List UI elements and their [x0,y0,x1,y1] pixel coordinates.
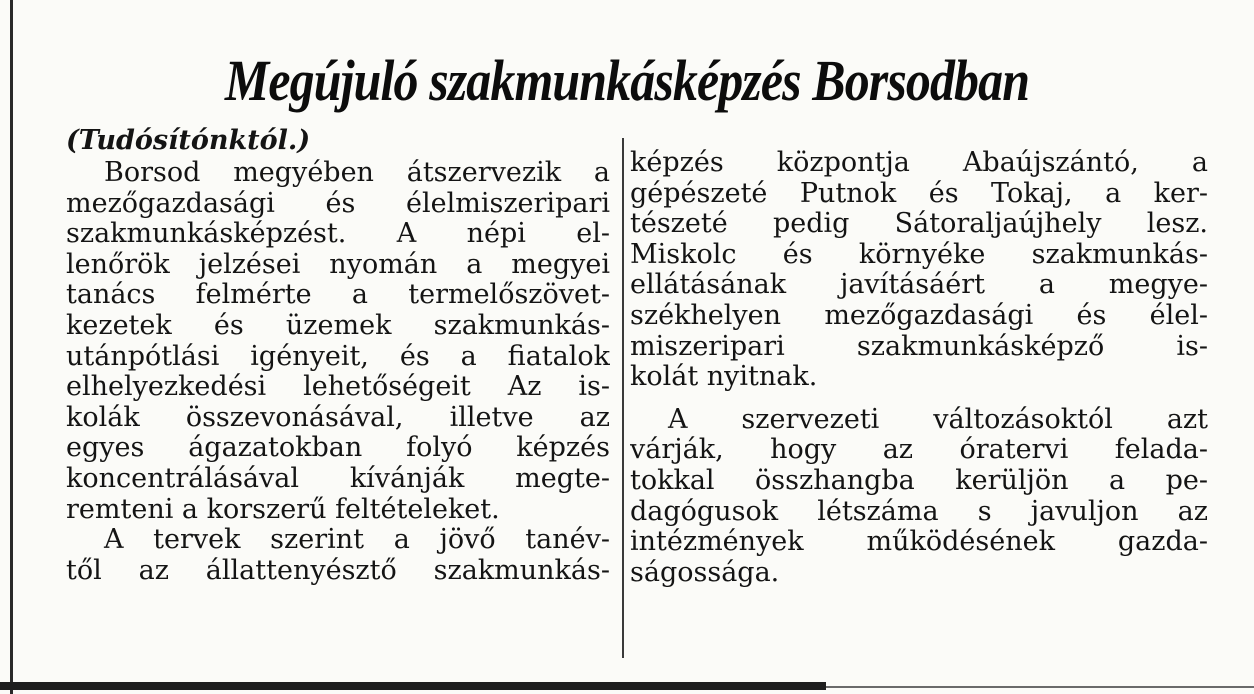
article-headline: Megújuló szakmunkásképzés Borsodban [224,48,1030,113]
text-line: Borsod megyében átszervezik a [104,158,610,188]
paragraph-gap [630,393,1208,405]
text-line: szakmunkásképzést. A népi el- [66,219,610,250]
text-line: A szervezeti változásoktól azt [668,404,1208,435]
text-line: utánpótlási igényeit, és a fiatalok [66,341,610,372]
text-line: lenőrök jelzései nyomán a megyei [66,249,610,280]
column-divider [622,138,624,658]
text-line: elhelyezkedési lehetőségeit Az is- [66,372,610,403]
text-line: képzés központja Abaújszántó, a [630,148,1208,178]
bottom-rule-thin [826,686,1254,688]
text-line: Miskolc és környéke szakmunkás- [630,239,1208,270]
text-line: tanács felmérte a termelőszövet- [66,280,610,311]
page-edge-rule [10,0,13,694]
text-line: mezőgazdasági és élelmiszeripari [66,188,610,219]
text-line: kolát nyitnak. [630,362,818,393]
text-line: tészeté pedig Sátoraljaújhely lesz. [630,209,1208,240]
text-line: székhelyen mezőgazdasági és élel- [630,300,1208,331]
text-line: kezetek és üzemek szakmunkás- [66,310,610,341]
text-line: kolák összevonásával, illetve az [66,402,610,433]
text-line: dagógusok létszáma s javuljon az [630,496,1208,527]
text-line: A tervek szerint a jövő tanév- [104,525,610,556]
article-column-left [66,126,610,586]
text-line: egyes ágazatokban folyó képzés [66,433,610,464]
text-line: gépészeté Putnok és Tokaj, a ker- [630,178,1208,209]
article-byline: (Tudósítónktól.) [66,125,311,156]
text-line: koncentrálásával kívánják megte- [66,463,610,494]
text-line: intézmények működésének gazda- [630,527,1208,558]
text-line: miszeripari szakmunkásképző is- [630,331,1208,362]
article-column-right [630,148,1208,588]
text-line: várják, hogy az óratervi felada- [630,435,1208,466]
text-line: remteni a korszerű feltételeket. [66,494,500,525]
text-line: ellátásának javításáért a megye- [630,270,1208,301]
text-line: ságossága. [630,557,780,588]
text-line: tokkal összhangba kerüljön a pe- [630,465,1208,496]
text-line: től az állattenyésztő szakmunkás- [66,555,610,586]
